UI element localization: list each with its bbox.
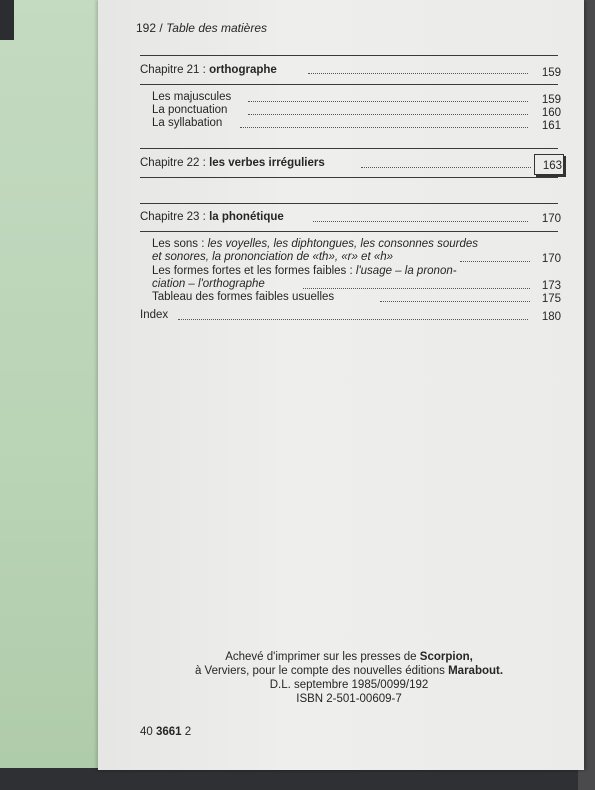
chapter-title: les verbes irréguliers: [209, 157, 325, 169]
printer-name: Scorpion,: [419, 651, 473, 663]
toc-page: 161: [541, 120, 561, 132]
dot-leader: [308, 73, 528, 74]
rule: [140, 203, 558, 204]
colophon-line: [140, 664, 558, 678]
colophon-text: Achevé d'imprimer sur les presses de: [225, 651, 417, 663]
toc-entry: [152, 238, 478, 251]
chapter-label: Chapitre 21 :: [140, 64, 206, 76]
rule: [140, 84, 558, 85]
rule: [140, 148, 558, 149]
toc-chapter-22: [140, 157, 325, 170]
dot-leader: [361, 167, 531, 168]
toc-index: Index: [140, 309, 169, 321]
dot-leader: [240, 127, 528, 128]
dark-bottom-edge: [0, 768, 595, 790]
toc-page: 170: [541, 213, 561, 225]
toc-chapter-23: [140, 211, 284, 224]
toc-page: 175: [541, 293, 561, 305]
entry-subtitle: l'usage – la pronon-: [355, 265, 457, 277]
dot-leader: [313, 221, 528, 222]
dot-leader: [460, 261, 530, 262]
entry-label: Les sons :: [152, 238, 205, 250]
code-part: 2: [184, 726, 192, 738]
book-page: [98, 0, 584, 770]
legal-deposit: D.L. septembre 1985/0099/192: [269, 679, 429, 691]
toc-entry: Les majuscules: [152, 91, 232, 103]
header-title: Table des matières: [166, 21, 268, 35]
toc-entry: [152, 265, 457, 278]
toc-page: 173: [541, 280, 561, 292]
toc-entry: La syllabation: [152, 117, 223, 129]
code-part: 3661: [156, 726, 182, 738]
print-code: [140, 726, 191, 739]
toc-entry-continuation: ciation – l'orthographe: [152, 278, 265, 290]
chapter-title: orthographe: [209, 64, 277, 76]
toc-page: 159: [541, 67, 561, 79]
rule: [140, 55, 558, 56]
toc-entry: La ponctuation: [152, 104, 228, 116]
colophon-text: à Verviers, pour le compte des nouvelles éditions: [194, 665, 445, 677]
toc-entry-continuation: et sonores, la prononciation de «th», «r» et «h»: [152, 251, 394, 263]
chapter-label: Chapitre 22 :: [140, 157, 206, 169]
header-separator: /: [159, 21, 163, 35]
dark-corner: [0, 0, 14, 40]
chapter-title: la phonétique: [209, 211, 284, 223]
toc-page: 180: [541, 311, 561, 323]
toc-chapter-21: [140, 64, 277, 77]
isbn: ISBN 2-501-00609-7: [296, 693, 402, 705]
code-part: 40: [140, 726, 153, 738]
page-header: [136, 22, 267, 35]
toc-page: 160: [541, 107, 561, 119]
toc-page: 159: [541, 94, 561, 106]
colophon-line: [140, 650, 558, 664]
dot-leader: [248, 114, 528, 115]
publisher-name: Marabout.: [448, 665, 504, 677]
entry-label: Les formes fortes et les formes faibles :: [152, 265, 353, 277]
dot-leader: [178, 319, 528, 320]
dot-leader: [248, 101, 528, 102]
page-number: 192: [136, 21, 157, 35]
rule: [140, 177, 558, 178]
dot-leader: [380, 301, 530, 302]
toc-page: 163: [542, 160, 562, 172]
toc-entry: Tableau des formes faibles usuelles: [152, 291, 335, 303]
toc-page: 170: [541, 253, 561, 265]
entry-subtitle: les voyelles, les diphtongues, les consonnes sourdes: [207, 238, 479, 250]
rule: [140, 231, 558, 232]
chapter-label: Chapitre 23 :: [140, 211, 206, 223]
dot-leader: [303, 288, 530, 289]
table-surface: [0, 0, 100, 790]
